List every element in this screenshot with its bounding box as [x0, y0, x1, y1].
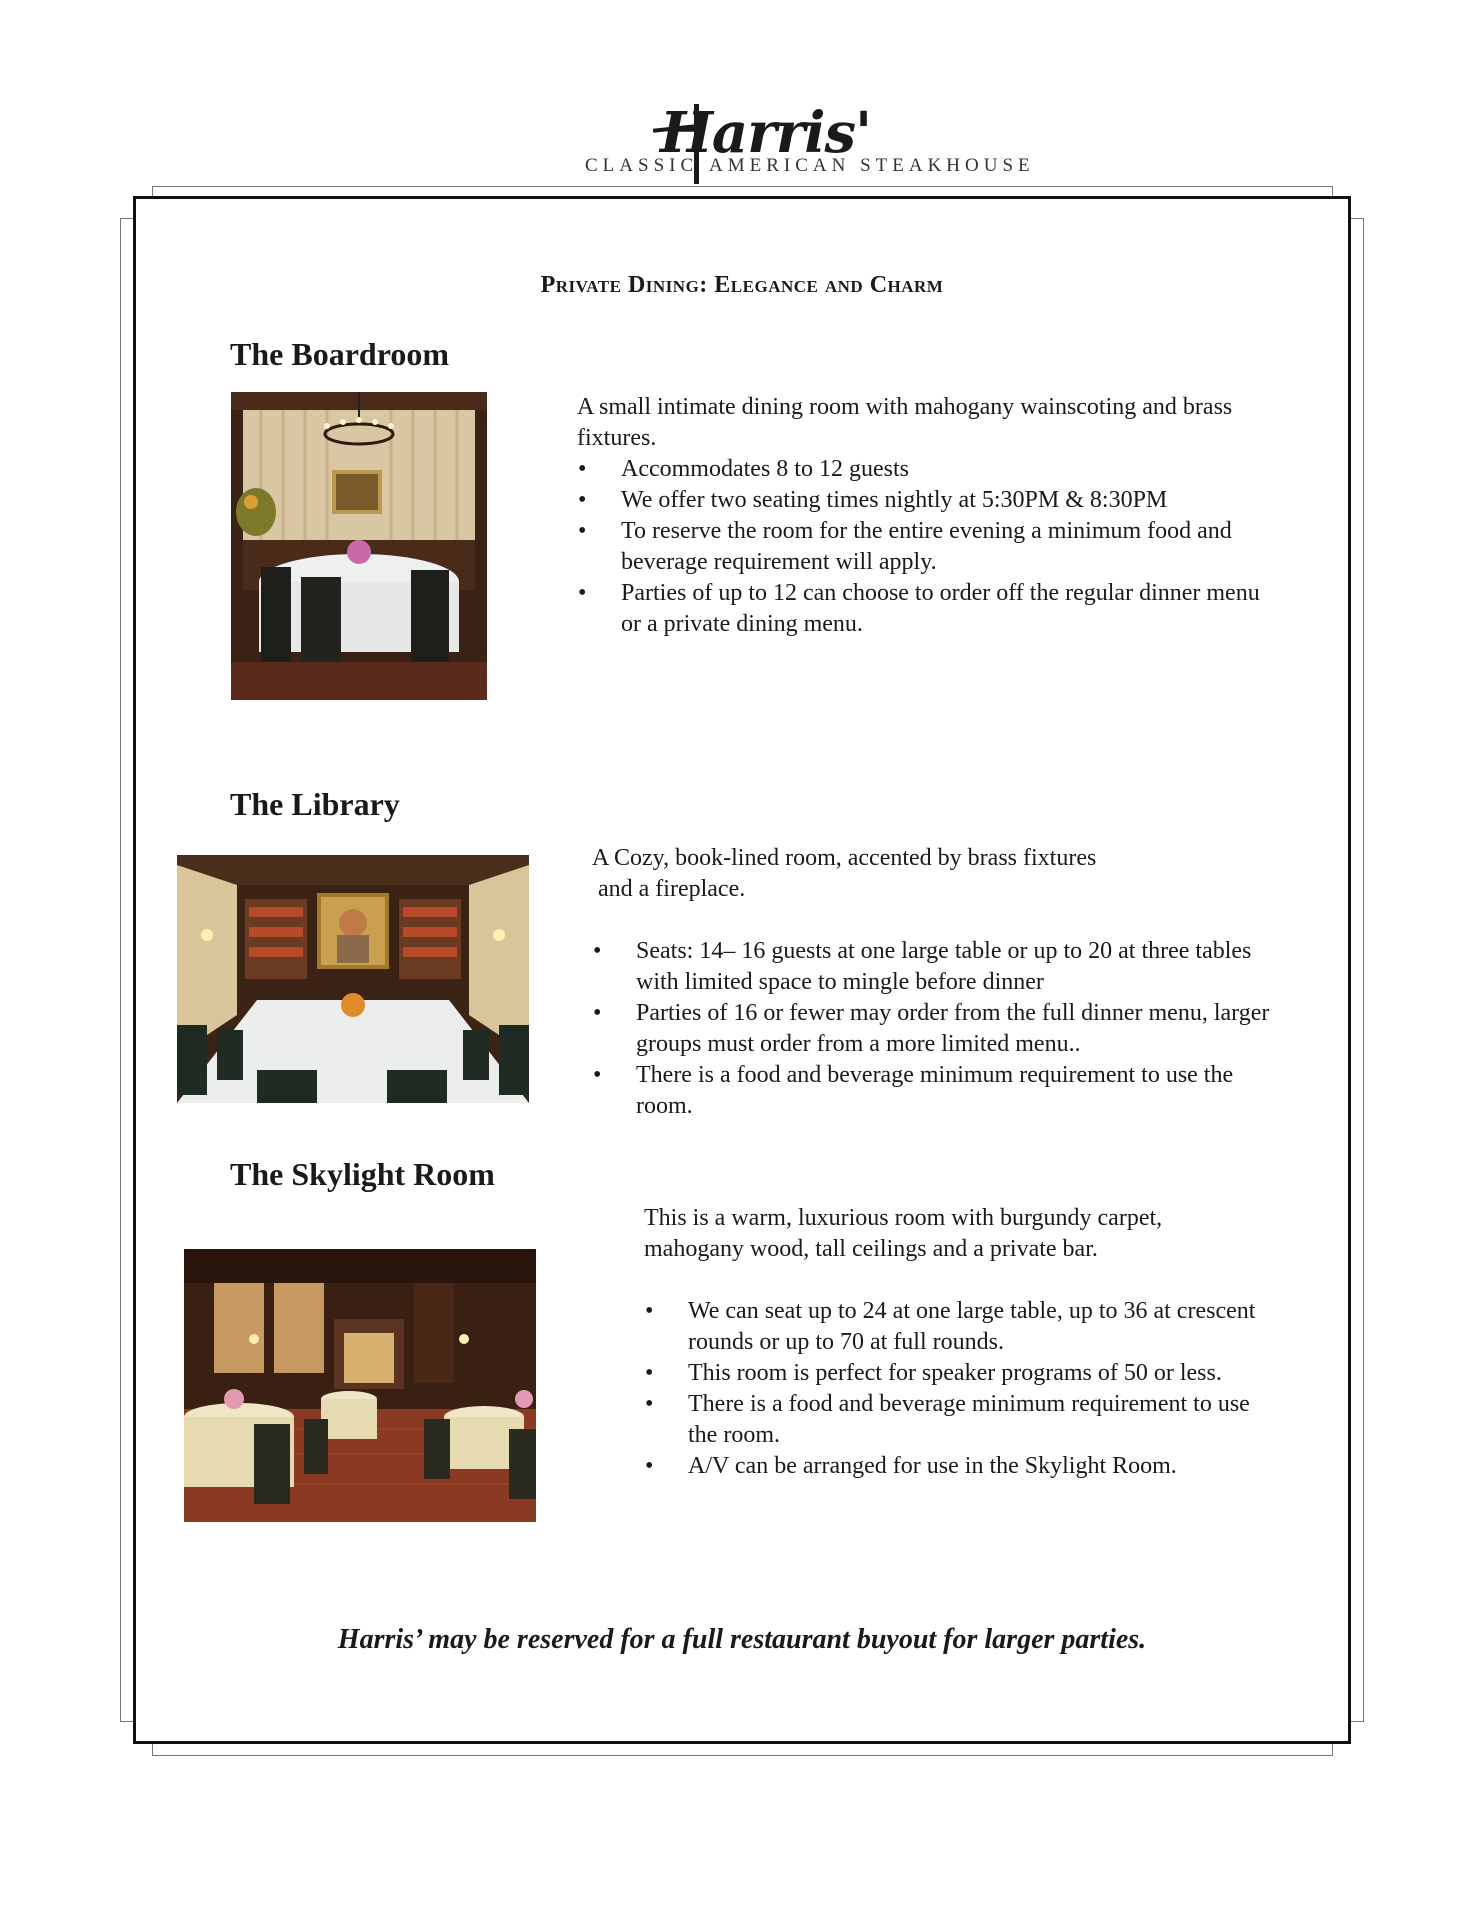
frame-left-line — [120, 218, 133, 1722]
skylight-room-heading: The Skylight Room — [230, 1156, 495, 1192]
skylight-room-description — [644, 1203, 1284, 1482]
list-item: • We offer two seating times nightly at 5:30PM & 8:30PM — [621, 485, 1297, 516]
list-item: • Accommodates 8 to 12 guests — [621, 454, 1297, 485]
library-description — [592, 843, 1292, 1122]
boardroom-intro: A small intimate dining room with mahogany wainscoting and brass fixtures. — [577, 394, 1233, 451]
boardroom-heading: The Boardroom — [230, 336, 449, 372]
boardroom-bullets — [577, 454, 1297, 640]
logo-tagline-right: AMERICAN STEAKHOUSE — [709, 155, 1035, 176]
library-intro-line-2: and a fireplace. — [598, 876, 746, 902]
list-item: • A/V can be arranged for use in the Skylight Room. — [688, 1451, 1268, 1482]
list-item: • We can seat up to 24 at one large table, up to 36 at crescent rounds or up to 70 at full rounds. — [688, 1296, 1268, 1358]
boardroom-description — [577, 392, 1297, 640]
list-item: • There is a food and beverage minimum requirement to use the room. — [688, 1389, 1268, 1451]
page-title: Private Dining: Elegance and Charm — [540, 272, 944, 298]
logo-script-text: Harris' — [660, 100, 872, 166]
list-item: • Parties of up to 12 can choose to order off the regular dinner menu or a private dining menu. — [621, 578, 1261, 640]
skylight-room-intro: This is a warm, luxurious room with burgundy carpet, mahogany wood, tall ceilings and a private bar. — [644, 1205, 1163, 1262]
library-intro-line-1: A Cozy, book-lined room, accented by brass fixtures — [592, 845, 1097, 871]
library-photo — [177, 855, 529, 1103]
skylight-room-photo — [184, 1249, 536, 1522]
logo-tagline-left: CLASSIC — [585, 155, 699, 176]
list-item: • There is a food and beverage minimum requirement to use the room. — [636, 1060, 1256, 1122]
library-heading: The Library — [230, 786, 400, 822]
frame-bottom-line — [152, 1744, 1333, 1756]
list-item: • Parties of 16 or fewer may order from the full dinner menu, larger groups must order from a more limited menu.. — [636, 998, 1276, 1060]
boardroom-photo — [231, 392, 487, 700]
buyout-note: Harris’ may be reserved for a full restaurant buyout for larger parties. — [337, 1624, 1147, 1655]
list-item: • This room is perfect for speaker programs of 50 or less. — [688, 1358, 1248, 1389]
list-item: • Seats: 14– 16 guests at one large table or up to 20 at three tables with limited space to mingle before dinner — [636, 936, 1276, 998]
library-bullets — [592, 936, 1292, 1122]
list-item: • To reserve the room for the entire evening a minimum food and beverage requirement will apply. — [621, 516, 1261, 578]
frame-right-line — [1351, 218, 1364, 1722]
skylight-room-bullets — [644, 1296, 1284, 1482]
frame-top-line — [152, 186, 1333, 196]
harris-logo — [0, 100, 1484, 190]
